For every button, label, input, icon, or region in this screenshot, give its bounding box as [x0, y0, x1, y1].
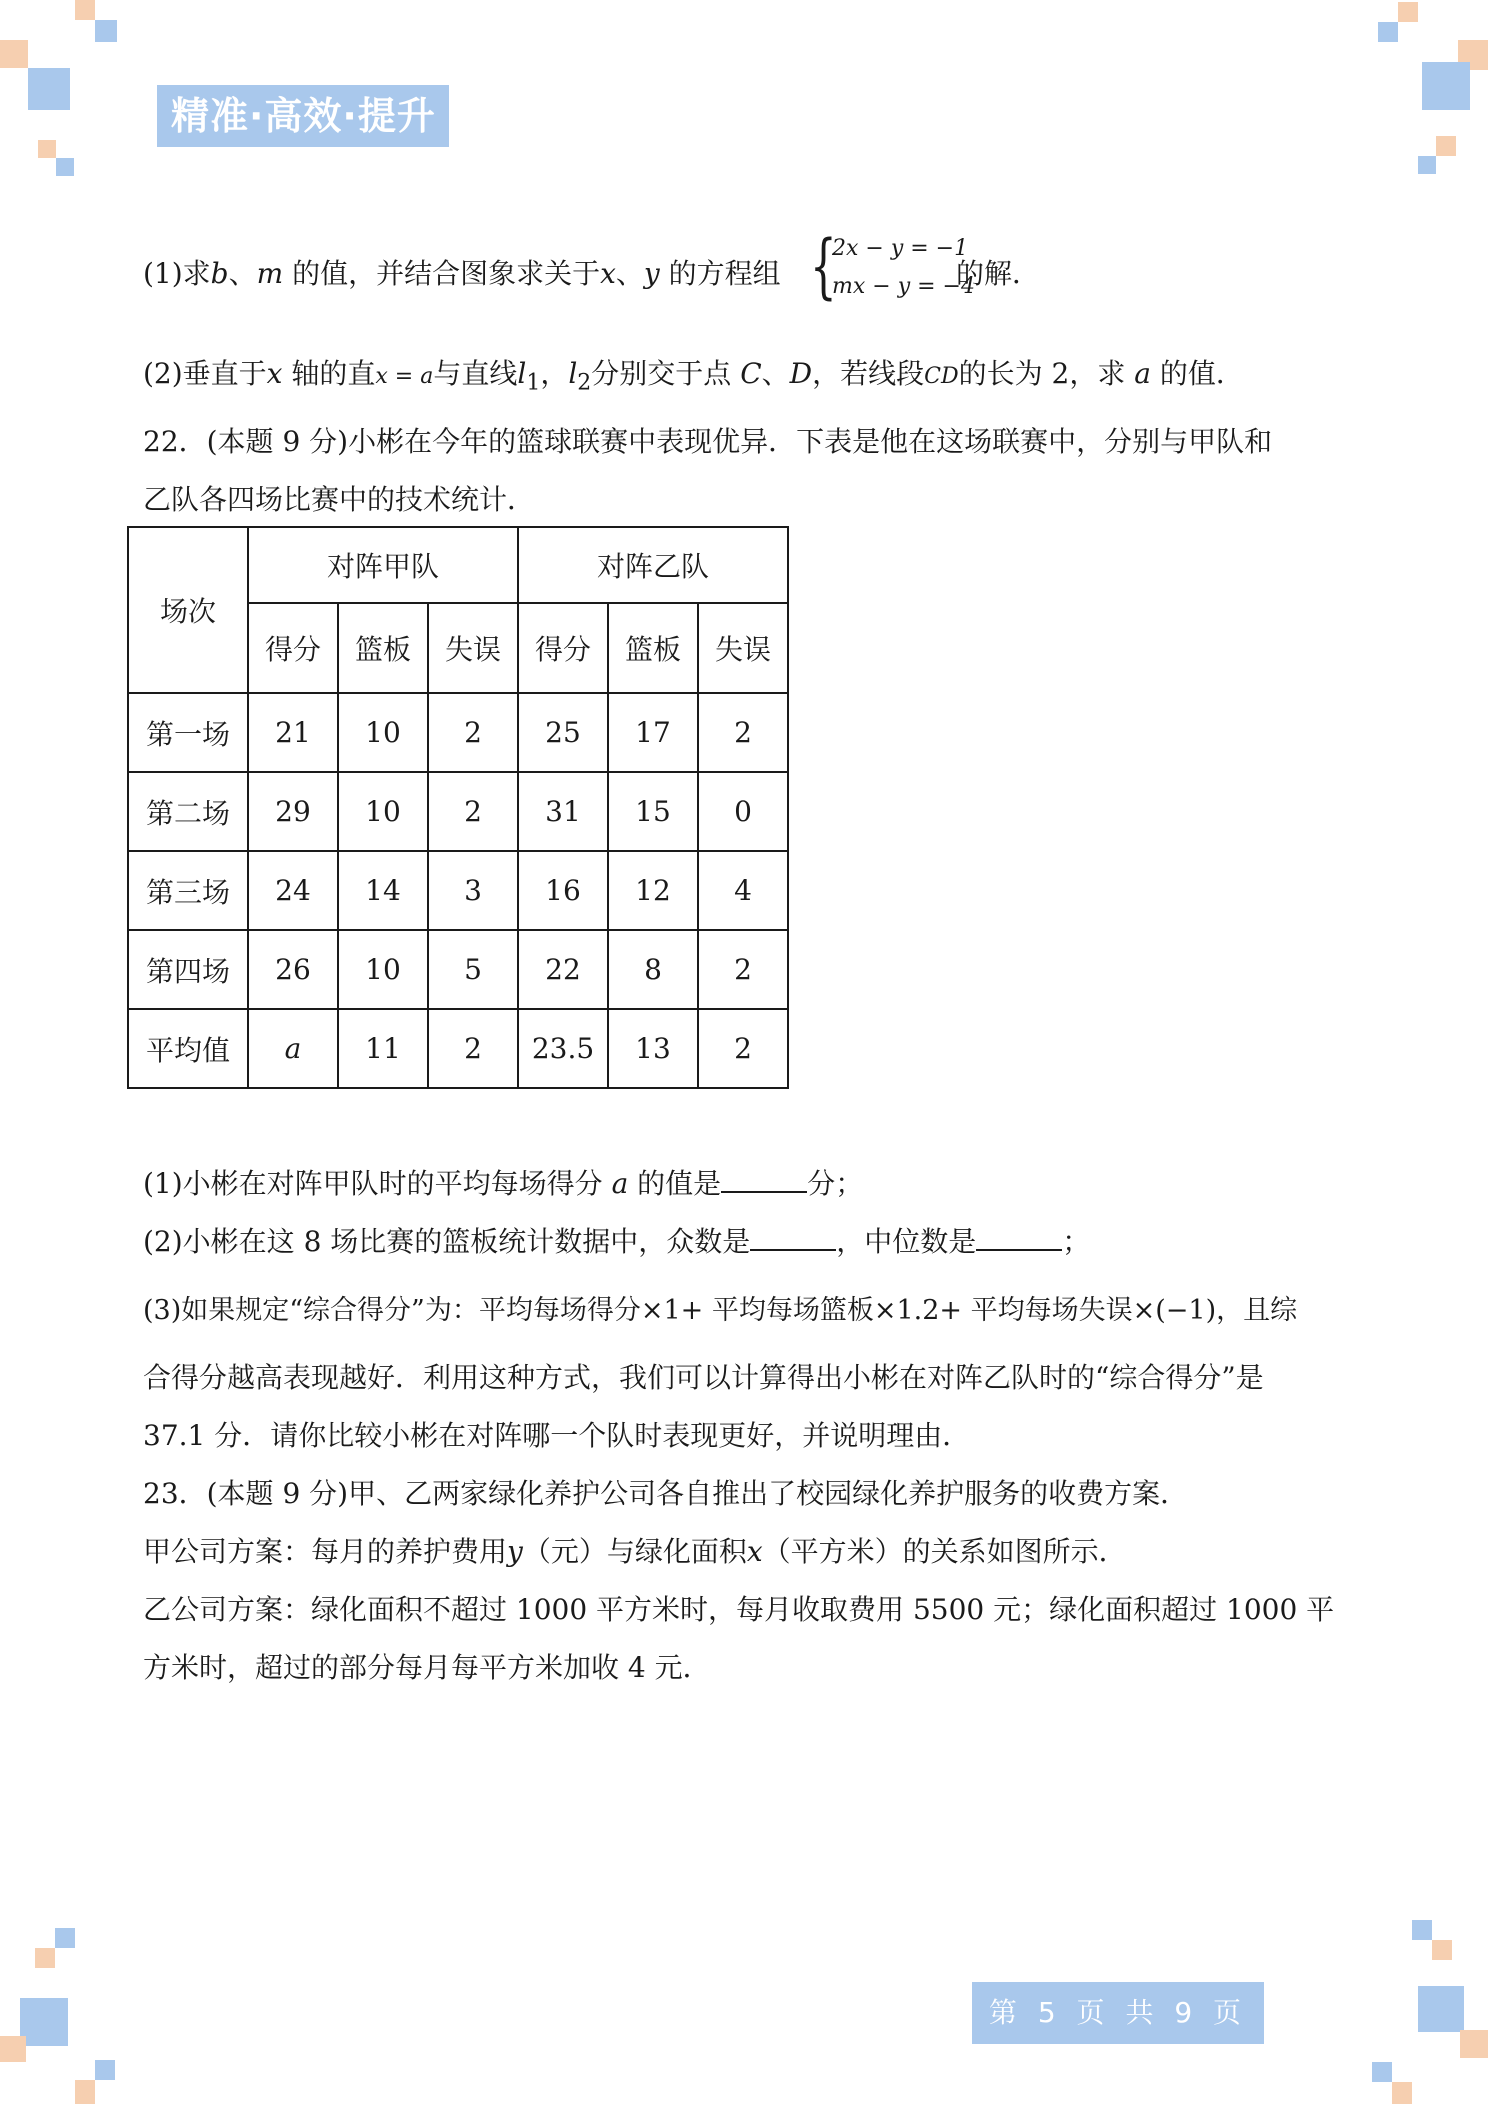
page-number: 第 5 页 共 9 页 — [972, 1982, 1264, 2044]
q22-sub3-line1: (3)如果规定“综合得分”为：平均每场得分×1+ 平均每场篮板×1.2+ 平均每场失误×(−1)，且综 — [143, 1295, 1298, 1326]
table-cell: 2 — [698, 1009, 788, 1088]
q21-part1-suffix: 的解． — [956, 257, 1041, 290]
table-cell: 10 — [338, 930, 428, 1009]
table-cell: 11 — [338, 1009, 428, 1088]
row-label: 平均值 — [128, 1009, 248, 1088]
answer-blank[interactable] — [750, 1223, 836, 1251]
sub-header: 失误 — [428, 603, 518, 693]
group-b-header: 对阵乙队 — [518, 527, 788, 603]
equation-2: mx − y = −4 — [832, 274, 975, 299]
table-row — [128, 1009, 788, 1088]
answer-blank[interactable] — [721, 1165, 807, 1193]
table-cell: 8 — [608, 930, 698, 1009]
table-cell: 23.5 — [518, 1009, 608, 1088]
sub-header: 失误 — [698, 603, 788, 693]
table-cell: a — [248, 1009, 338, 1088]
table-cell: 2 — [428, 1009, 518, 1088]
table-cell: 10 — [338, 693, 428, 772]
equation-system: { 2x − y = −1 mx − y = −4 — [810, 225, 975, 307]
table-cell: 24 — [248, 851, 338, 930]
q22-sub2: (2)小彬在这 8 场比赛的篮板统计数据中，众数是 ，中位数是 ； — [143, 1225, 1091, 1258]
q22-sub3-line3: 37.1 分．请你比较小彬在对阵哪一个队时表现更好，并说明理由． — [143, 1419, 971, 1452]
q22-sub1: (1)小彬在对阵甲队时的平均每场得分 a 的值是 分； — [143, 1167, 864, 1200]
q23-line2: 甲公司方案：每月的养护费用y（元）与绿化面积x（平方米）的关系如图所示． — [143, 1535, 1127, 1568]
q21-part1: (1)求b、m 的值，并结合图象求关于x、y 的方程组 — [143, 257, 781, 290]
table-cell: 3 — [428, 851, 518, 930]
table-cell: 10 — [338, 772, 428, 851]
table-row — [128, 851, 788, 930]
table-cell: 15 — [608, 772, 698, 851]
table-cell: 31 — [518, 772, 608, 851]
row-label: 第二场 — [128, 772, 248, 851]
col-label: 场次 — [128, 527, 248, 693]
table-cell: 2 — [698, 930, 788, 1009]
q23-line3: 乙公司方案：绿化面积不超过 1000 平方米时，每月收取费用 5500 元；绿化面积超过 1000 平 — [143, 1593, 1335, 1626]
q22-intro-line2: 乙队各四场比赛中的技术统计． — [143, 483, 536, 516]
table-row — [128, 930, 788, 1009]
table-row — [128, 772, 788, 851]
row-label: 第一场 — [128, 693, 248, 772]
table-cell: 2 — [698, 693, 788, 772]
table-cell: 2 — [428, 772, 518, 851]
table-cell: 0 — [698, 772, 788, 851]
table-cell: 4 — [698, 851, 788, 930]
table-cell: 26 — [248, 930, 338, 1009]
sub-header: 篮板 — [608, 603, 698, 693]
equation-1: 2x − y = −1 — [832, 236, 969, 261]
sub-header: 得分 — [518, 603, 608, 693]
table-cell: 2 — [428, 693, 518, 772]
table-cell: 21 — [248, 693, 338, 772]
q23-line1: 23．(本题 9 分)甲、乙两家绿化养护公司各自推出了校园绿化养护服务的收费方案． — [143, 1477, 1189, 1510]
answer-blank[interactable] — [976, 1223, 1062, 1251]
sub-header: 篮板 — [338, 603, 428, 693]
stats-table — [127, 526, 789, 1089]
q21-part2: (2)垂直于x 轴的直x = a与直线$l_1$，$l_2$分别交于点 C、D，若线段CD的长为 2，求 a 的值． — [143, 357, 1244, 396]
table-cell: 13 — [608, 1009, 698, 1088]
table-cell: 16 — [518, 851, 608, 930]
row-label: 第三场 — [128, 851, 248, 930]
table-cell: 17 — [608, 693, 698, 772]
table-cell: 29 — [248, 772, 338, 851]
group-a-header: 对阵甲队 — [248, 527, 518, 603]
table-cell: 12 — [608, 851, 698, 930]
q22-sub3-line2: 合得分越高表现越好．利用这种方式，我们可以计算得出小彬在对阵乙队时的“综合得分”是 — [143, 1361, 1264, 1394]
table-row — [128, 693, 788, 772]
table-cell: 25 — [518, 693, 608, 772]
sub-header: 得分 — [248, 603, 338, 693]
header-title: 精准·高效·提升 — [157, 85, 449, 147]
row-label: 第四场 — [128, 930, 248, 1009]
q22-intro-line1: 22．(本题 9 分)小彬在今年的篮球联赛中表现优异．下表是他在这场联赛中，分别与甲队和 — [143, 425, 1273, 458]
table-cell: 22 — [518, 930, 608, 1009]
table-cell: 5 — [428, 930, 518, 1009]
q23-line4: 方米时，超过的部分每月每平方米加收 4 元． — [143, 1651, 711, 1684]
table-cell: 14 — [338, 851, 428, 930]
